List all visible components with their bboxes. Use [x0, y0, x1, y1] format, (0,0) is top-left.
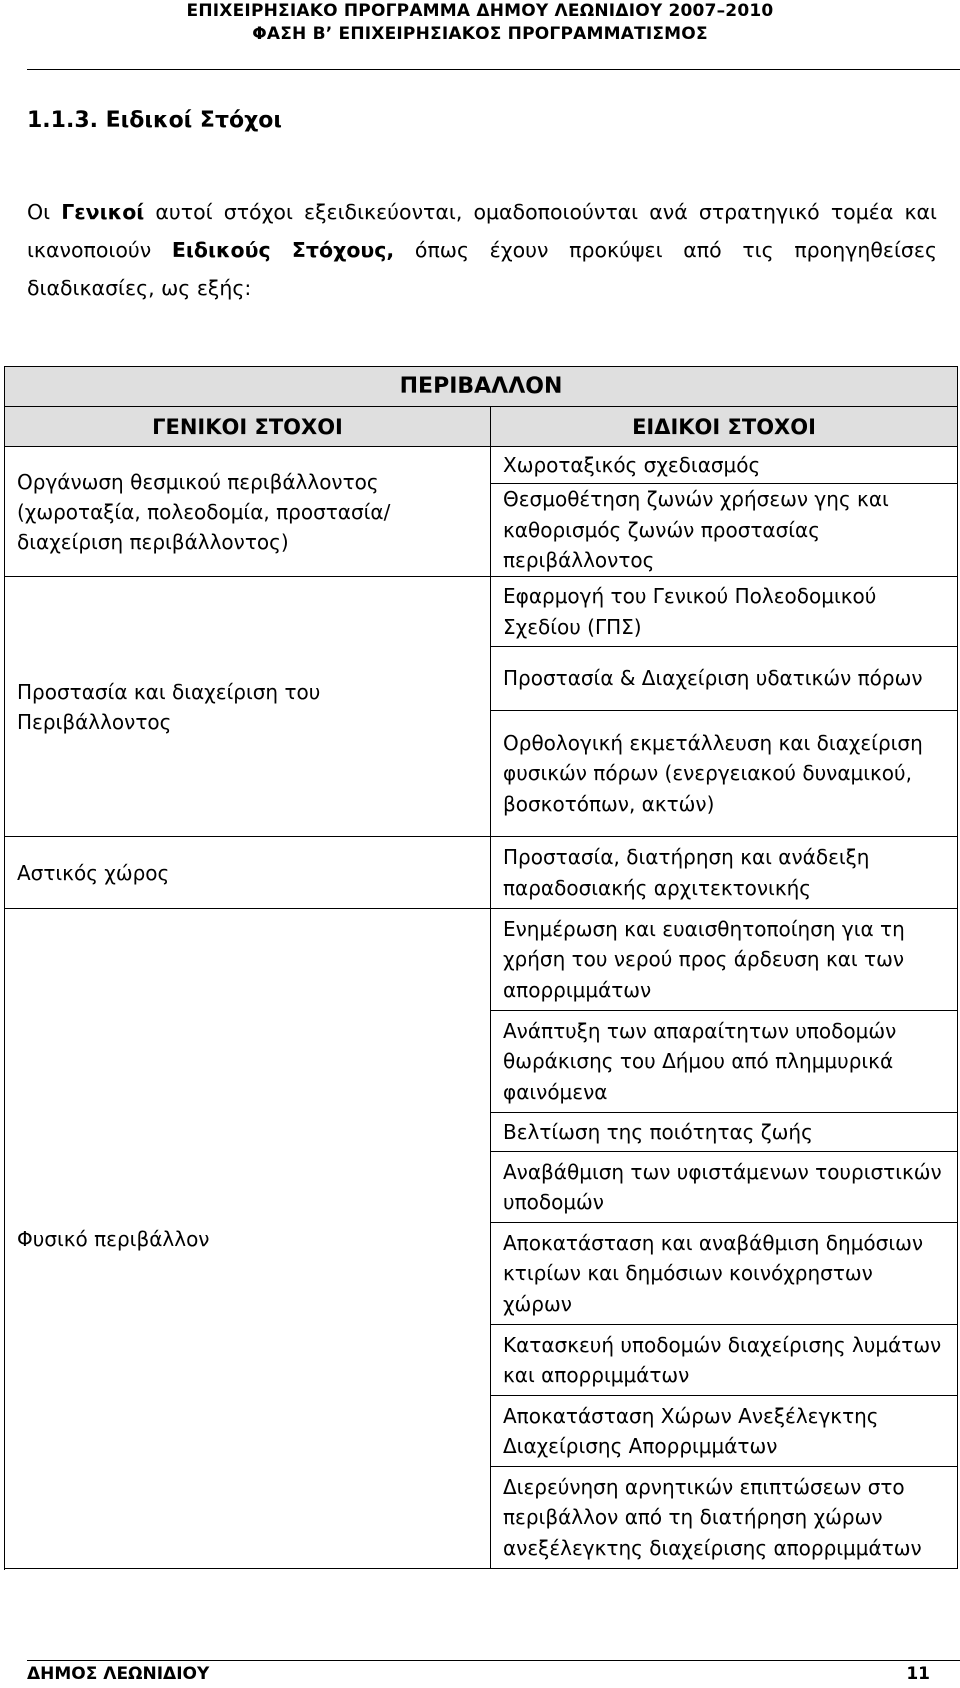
- specific-objective-4: Προστασία & Διαχείριση υδατικών πόρων: [491, 647, 958, 711]
- general-objective-4: Φυσικό περιβάλλον: [5, 909, 491, 1569]
- intro-text-1: Οι: [27, 200, 62, 224]
- general-objective-1: Οργάνωση θεσμικού περιβάλλοντος (χωροταξία, πολεοδομία, προστασία/ διαχείριση περιβάλλοντος): [5, 447, 491, 577]
- general-objective-2: Προστασία και διαχείριση του Περιβάλλοντος: [5, 577, 491, 837]
- footer-divider: [27, 1660, 960, 1661]
- general-objective-3: Αστικός χώρος: [5, 837, 491, 909]
- specific-objective-2: Θεσμοθέτηση ζωνών χρήσεων γης και καθορισμός ζωνών προστασίας περιβάλλοντος: [491, 484, 958, 577]
- header-line-2: ΦΑΣΗ Β’ ΕΠΙΧΕΙΡΗΣΙΑΚΟΣ ΠΡΟΓΡΑΜΜΑΤΙΣΜΟΣ: [252, 24, 708, 44]
- specific-objective-10: Αναβάθμιση των υφιστάμενων τουριστικών υποδομών: [491, 1152, 958, 1223]
- header-line-1: ΕΠΙΧΕΙΡΗΣΙΑΚΟ ΠΡΟΓΡΑΜΜΑ ΔΗΜΟΥ ΛΕΩΝΙΔΙΟΥ 2007–2010: [186, 1, 774, 21]
- specific-objective-9: Βελτίωση της ποιότητας ζωής: [491, 1113, 958, 1152]
- specific-objective-6: Προστασία, διατήρηση και ανάδειξη παραδοσιακής αρχιτεκτονικής: [491, 837, 958, 909]
- intro-bold-2: Ειδικούς Στόχους,: [171, 238, 395, 262]
- table-banner: ΠΕΡΙΒΑΛΛΟΝ: [5, 367, 958, 407]
- page-number: 11: [906, 1664, 930, 1684]
- header-divider: [27, 69, 960, 70]
- objectives-table: [4, 366, 958, 1569]
- specific-objective-13: Αποκατάσταση Χώρων Ανεξέλεγκτης Διαχείρισης Απορριμμάτων: [491, 1396, 958, 1467]
- specific-objective-11: Αποκατάσταση και αναβάθμιση δημόσιων κτιρίων και δημόσιων κοινόχρηστων χώρων: [491, 1223, 958, 1325]
- specific-objective-3: Εφαρμογή του Γενικού Πολεοδομικού Σχεδίου (ΓΠΣ): [491, 577, 958, 647]
- intro-paragraph: [27, 193, 937, 307]
- specific-objective-14: Διερεύνηση αρνητικών επιπτώσεων στο περιβάλλον από τη διατήρηση χώρων ανεξέλεγκτης διαχείρισης απορριμμάτων: [491, 1467, 958, 1569]
- general-objectives-header: ΓΕΝΙΚΟΙ ΣΤΟΧΟΙ: [5, 407, 491, 447]
- specific-objective-12: Κατασκευή υποδομών διαχείρισης λυμάτων και απορριμμάτων: [491, 1325, 958, 1396]
- specific-objectives-header: ΕΙΔΙΚΟΙ ΣΤΟΧΟΙ: [491, 407, 958, 447]
- specific-objective-1: Χωροταξικός σχεδιασμός: [491, 447, 958, 484]
- intro-bold-1: Γενικοί: [61, 200, 145, 224]
- specific-objective-5: Ορθολογική εκμετάλλευση και διαχείριση φυσικών πόρων (ενεργειακού δυναμικού, βοσκοτόπων, ακτών): [491, 711, 958, 837]
- intro-text-2: αυτοί στόχοι εξειδικεύονται, ομαδοποιούνται ανά στρατηγικό τομέα και ικανοποιούν: [27, 200, 937, 262]
- section-title: 1.1.3. Ειδικοί Στόχοι: [27, 108, 282, 133]
- specific-objective-8: Ανάπτυξη των απαραίτητων υποδομών θωράκισης του Δήμου από πλημμυρικά φαινόμενα: [491, 1011, 958, 1113]
- footer-municipality: ΔΗΜΟΣ ΛΕΩΝΙΔΙΟΥ: [27, 1664, 210, 1684]
- specific-objective-7: Ενημέρωση και ευαισθητοποίηση για τη χρήση του νερού προς άρδευση και των απορριμμάτων: [491, 909, 958, 1011]
- intro-text-3: όπως έχουν προκύψει από τις προηγηθείσες διαδικασίες, ως εξής:: [27, 238, 938, 300]
